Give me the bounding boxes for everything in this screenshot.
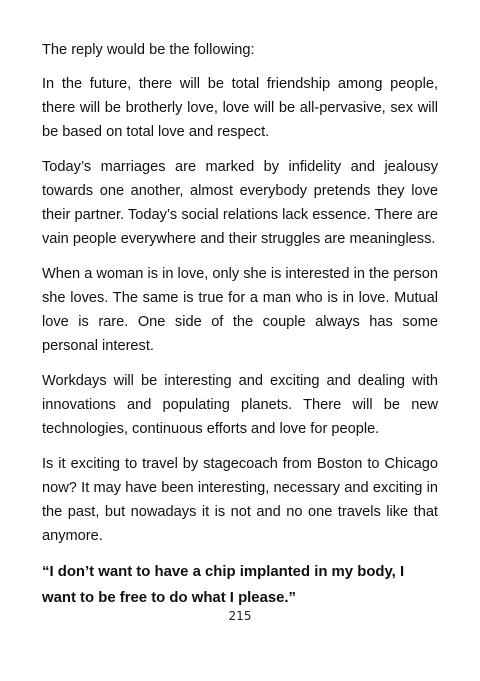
- document-page: [42, 38, 438, 622]
- paragraph-workdays: Workdays will be interesting and exciting and dealing with innovations and populating planets. There will be new technologies, continuous efforts and love for people.: [42, 373, 438, 437]
- paragraph-woman-in-love: When a woman is in love, only she is interested in the person she loves. The same is true for a man who is in love. Mutual love is rare. One side of the couple always has some personal interest.: [42, 266, 438, 354]
- paragraph-intro: The reply would be the following:: [42, 42, 255, 58]
- bold-quote: “I don’t want to have a chip implanted in my body, I want to be free to do what I please.”: [42, 564, 405, 606]
- page-number: 215: [228, 609, 252, 623]
- paragraph-future-friendship: In the future, there will be total friendship among people, there will be brotherly love, love will be all-pervasive, sex will be based on total love and respect.: [42, 76, 438, 140]
- paragraph-todays-marriages: Today’s marriages are marked by infidelity and jealousy towards one another, almost everybody pretends they love their partner. Today’s social relations lack essence. There are vain people everywhere and their struggles are meaningless.: [42, 159, 438, 247]
- paragraph-stagecoach: Is it exciting to travel by stagecoach from Boston to Chicago now? It may have been interesting, necessary and exciting in the past, but nowadays it is not and no one travels like that anymore.: [42, 456, 438, 544]
